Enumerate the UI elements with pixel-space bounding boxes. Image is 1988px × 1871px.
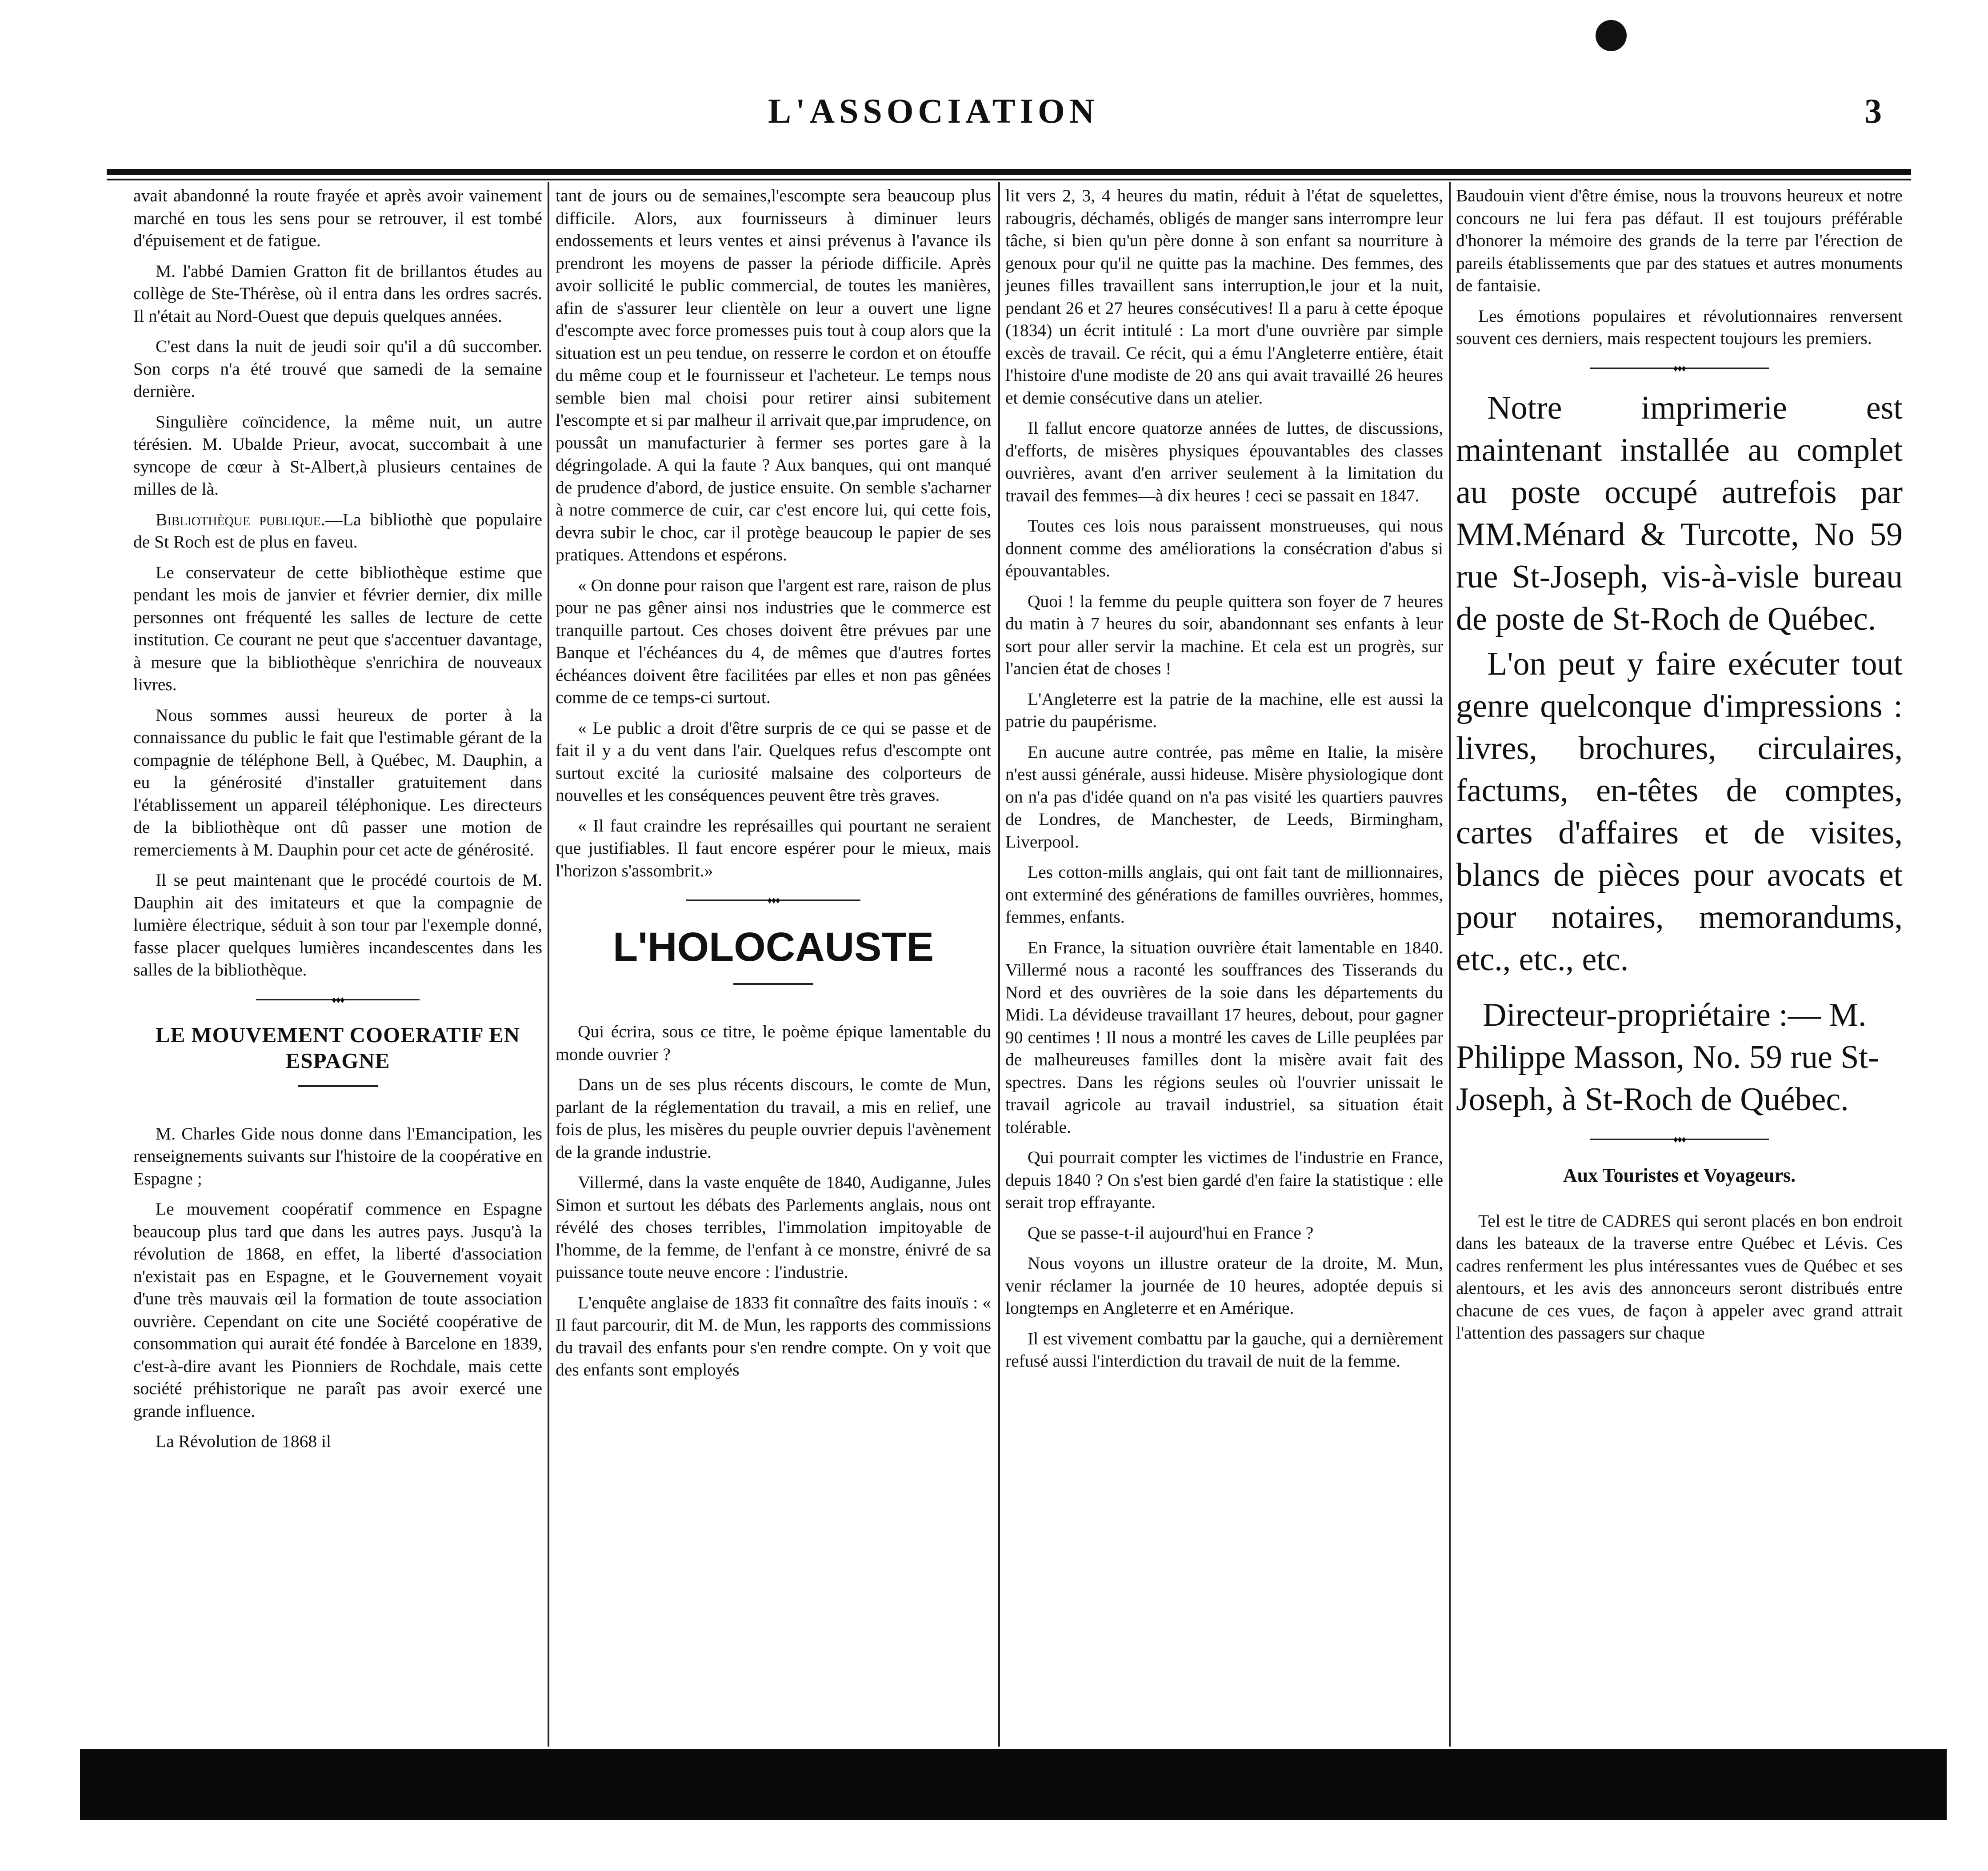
article-paragraph: Villermé, dans la vaste enquête de 1840, Audiganne, Jules Simon et surtout les débats des Parlements anglais, nous ont révélé des choses terribles, l'immolation impitoyable de l'homme, de la femme, de l'enfant à ce monstre, énivré de sa puissance toute neuve encore : l'industrie. — [556, 1172, 991, 1282]
article-paragraph: L'Angleterre est la patrie de la machine, elle est aussi la patrie du paupérisme. — [1005, 689, 1443, 731]
article-paragraph: Singulière coïncidence, la même nuit, un autre térésien. M. Ubalde Prieur, avocat, succombait à une syncope de cœur à St-Albert,à plusieurs centaines de milles de là. — [133, 412, 542, 499]
biblio-text: populaire de St Roch est de plus en faveu. — [133, 509, 542, 552]
article-paragraph: L'enquête anglaise de 1833 fit connaître des faits inouïs : « Il faut parcourir, dit M. de Mun, les rapports des commissions du travail des enfants pour s'en rendre compte. On y voit que des enfants sont employés — [556, 1292, 991, 1379]
biblio-lead: —La bibliothè que — [325, 509, 467, 529]
masthead-rule — [107, 169, 1911, 175]
heading-rule — [298, 1085, 378, 1087]
article-paragraph: Toutes ces lois nous paraissent monstrueuses, qui nous donnent comme des améliorations la consécration d'abus si épouvantables. — [1005, 516, 1443, 580]
article-paragraph: Qui écrira, sous ce titre, le poème épique lamentable du monde ouvrier ? — [556, 1022, 991, 1064]
director-notice: Directeur-propriétaire :— M. Philippe Masson, No. 59 rue St-Joseph, à St-Roch de Québec. — [1456, 996, 1879, 1118]
article-paragraph: Il est vivement combattu par la gauche, qui a dernièrement refusé aussi l'interdiction du travail de nuit de la femme. — [1005, 1328, 1443, 1371]
article-paragraph: « Il faut craindre les représailles qui pourtant ne seraient que justifiables. Il faut encore espérer pour le mieux, mais l'horizon s'assombrit.» — [556, 816, 991, 880]
column-2 — [556, 184, 991, 1740]
heading-touristes: Aux Touristes et Voyageurs. — [1563, 1164, 1796, 1186]
article-paragraph: Qui pourrait compter les victimes de l'industrie en France, depuis 1840 ? On s'est bien gardé d'en faire la statistique : elle serait trop effrayante. — [1005, 1147, 1443, 1212]
article-paragraph: Quoi ! la femme du peuple quittera son foyer de 7 heures du matin à 7 heures du soir, abandonnant ses enfants à leur sort pour aller servir la machine. Et cela est un progrès, sur l'ancien état de choses ! — [1005, 591, 1443, 678]
article-paragraph: Les cotton-mills anglais, qui ont fait tant de millionnaires, ont exterminé des générations de familles ouvrières, hommes, femmes, enfants. — [1005, 862, 1443, 927]
column-3 — [1005, 184, 1443, 1740]
article-paragraph: Tel est le titre de CADRES qui seront placés en bon endroit dans les bateaux de la traverse entre Québec et Lévis. Ces cadres renferment les plus intéressantes vues de Québec et ses alentours, et les avis des annonceurs seront distribués entre chacune de ces vues, de façon à appeler avec grand attrait l'attention des passagers sur chaque — [1456, 1211, 1903, 1343]
column-separator — [548, 182, 549, 1747]
article-paragraph: Il fallut encore quatorze années de luttes, de discussions, d'efforts, de misères physiques épouvantables des classes ouvrières, avant d'en arriver seulement à la limitation du travail des femmes—à dix heures ! ceci se passait en 1847. — [1005, 418, 1443, 505]
masthead-rule-thin — [107, 179, 1911, 180]
article-paragraph: La Révolution de 1868 il — [156, 1431, 331, 1451]
article-paragraph: C'est dans la nuit de jeudi soir qu'il a dû succomber. Son corps n'a été trouvé que samedi de la semaine dernière. — [133, 336, 542, 401]
article-paragraph: « Le public a droit d'être surpris de ce qui se passe et de fait il y a du vent dans l'air. Quelques refus d'escompte ont surtout excité la curiosité malsaine des colporteurs de nouvelles et les conséquences peuvent être très graves. — [556, 718, 991, 805]
article-paragraph: En aucune autre contrée, pas même en Italie, la misère n'est aussi générale, aussi hideuse. Misère physiologique dont on n'a pas d'idée quand on n'a pas visité les quartiers pauvres de Londres, de Manchester, de Leeds, Birmingham, Liverpool. — [1005, 742, 1443, 852]
article-paragraph: avait abandonné la route frayée et après avoir vainement marché en tous les sens pour se retrouver, il est tombé d'épuisement et de fatigue. — [133, 186, 542, 250]
article-paragraph: M. Charles Gide nous donne dans l'Emancipation, les renseignements suivants sur l'histoire de la coopérative en Espagne ; — [133, 1123, 542, 1188]
article-paragraph: Nous voyons un illustre orateur de la droite, M. Mun, venir réclamer la journée de 10 heures, adoptée depuis si longtemps en Angleterre et en Amérique. — [1005, 1253, 1443, 1318]
column-1 — [133, 184, 542, 1740]
article-paragraph: Le mouvement coopératif commence en Espagne beaucoup plus tard que dans les autres pays. Jusqu'à la révolution de 1868, en effet, la liberté d'association n'existait pas en Espagne, et le Gouvernement voyait d'une très mauvais œil la formation de toute association ouvrière. Cependant on cite une Société coopérative de consommation qui aurait été fondée à Barcelone en 1839, c'est-à-dire avant les Pionniers de Rochdale, mais cette société préhistorique ne paraît pas avoir exercé une grande influence. — [133, 1199, 542, 1421]
column-4 — [1456, 184, 1903, 1740]
article-paragraph: Que se passe-t-il aujourd'hui en France ? — [1028, 1223, 1314, 1243]
section-divider — [556, 892, 991, 909]
scan-edge-band — [80, 1749, 1947, 1820]
section-divider — [133, 991, 542, 1009]
article-paragraph: « On donne pour raison que l'argent est rare, raison de plus pour ne pas gêner ainsi nos industries que le commerce est tranquille partout. Ces choses doivent être prévues par une Banque et l'échéances du 4, de mêmes que d'autres fortes échéances doivent être facilitées par elles et non pas gênées comme de ce temps-ci surtout. — [556, 575, 991, 707]
article-paragraph: Il se peut maintenant que le procédé courtois de M. Dauphin ait des imitateurs et que la compagnie de lumière électrique, séduit à son tour par l'exemple donné, fasse placer quelques lumières incandescentes dans les salles de la bibliothèque. — [133, 870, 542, 979]
article-paragraph: tant de jours ou de semaines,l'escompte sera beaucoup plus difficile. Alors, aux fournisseurs à diminuer leurs endossements et leurs ventes et ainsi prévenus à l'avance ils prendront les moyens de passer la période difficile. Après avoir sollicité le public commercial, de toutes les manières, afin de s'assurer leur clientèle on leur a ouvert une ligne d'escompte avec force promesses puis tout à coup alors que la situation est un peu tendue, on resserre le cordon et on étouffe du même coup et le fournisseur et l'acheteur. Le temps nous semble bien mal choisi pour retirer ainsi subitement l'escompte et si par malheur il arrivait que,par imprudence, on poussât un manufacturier à fermer ses portes gare à la dégringolade. A qui la faute ? Aux banques, qui ont manqué de prudence d'abord, de justice ensuite. On semble s'acharner à notre commerce de cuir, car c'est encore lui, qui cette fois, devra subir le choc, car il protège beaucoup le papier de ses pratiques. Attendons et espérons. — [556, 186, 991, 564]
section-divider — [1456, 360, 1903, 377]
heading-holocauste: L'HOLOCAUSTE — [612, 924, 934, 970]
article-paragraph: Baudouin vient d'être émise, nous la trouvons heureux et notre concours ne lui fera pas défaut. Il est toujours préférable d'honorer la mémoire des grands de la terre par l'érection de pareils établissements que par des statues et autres monuments de fantaisie. — [1456, 186, 1903, 295]
article-paragraph: Le conservateur de cette bibliothèque estime que pendant les mois de janvier et février dernier, dix mille personnes ont fréquenté les salles de lecture de cette institution. Ce courant ne peut que s'accentuer davantage, à mesure que la bibliothèque s'enrichira de nouveaux livres. — [133, 562, 542, 694]
heading-cooperatif: LE MOUVEMENT COOERATIF EN ESPAGNE — [155, 1022, 520, 1073]
printing-ad-paragraph: Notre imprimerie est maintenant installée au complet au poste occupé autrefois par MM.Ménard & Turcotte, No 59 rue St-Joseph, vis-à-visle bureau de poste de St-Roch de Québec. — [1456, 389, 1903, 637]
biblio-paragraph — [133, 508, 542, 553]
biblio-label: Bibliothèque publique. — [156, 509, 325, 529]
column-separator — [1449, 182, 1451, 1747]
printing-ad-paragraph: L'on peut y faire exécuter tout genre quelconque d'impressions : livres, brochures, circulaires, factums, en-têtes de comptes, cartes d'affaires et de visites, blancs de pièces pour avocats et pour notaires, memorandums, etc., etc., etc. — [1456, 645, 1903, 978]
section-divider — [1456, 1131, 1903, 1148]
ink-blot — [1596, 20, 1627, 51]
article-paragraph: lit vers 2, 3, 4 heures du matin, réduit à l'état de squelettes, rabougris, déchamés, obligés de manger sans interrompre leur tâche, si bien qu'un père donne à son enfant sa nourriture à genoux pour qu'il ne quitte pas la machine. Des femmes, des jeunes filles travaillent sans interruption,le jour et la nuit, pendant 26 et 27 heures consécutives! Il a paru à cette époque (1834) un écrit intitulé : La mort d'une ouvrière par simple excès de travail. Ce récit, qui a ému l'Angleterre entière, était l'histoire d'une modiste de 20 ans qui avait travaillé 26 heures et demie consécutive dans un atelier. — [1005, 186, 1443, 408]
masthead-title: L'ASSOCIATION — [768, 92, 1099, 130]
article-paragraph: Dans un de ses plus récents discours, le comte de Mun, parlant de la réglementation du travail, a mis en relief, une fois de plus, les misères du peuple ouvrier depuis l'avènement de la grande industrie. — [556, 1075, 991, 1162]
article-paragraph: Nous sommes aussi heureux de porter à la connaissance du public le fait que l'estimable gérant de la compagnie de téléphone Bell, à Québec, M. Dauphin, a eu la générosité d'installer gratuitement dans l'établissement un appareil téléphonique. Les directeurs de la bibliothèque ont dû passer une motion de remerciements à M. Dauphin pour cet acte de générosité. — [133, 705, 542, 860]
article-paragraph: En France, la situation ouvrière était lamentable en 1840. Villermé nous a raconté les souffrances des Tisserands du Nord et des ouvrières de la soie dans les départements du Midi. La dévideuse travaillant 17 heures, debout, pour gagner 90 centimes ! Il nous a montré les caves de Lille peuplées par de malheureuses familles dont la misère avait fait des spectres. Dans les régions seules où l'ouvrier unissait le travail agricole au travail industriel, sa situation était tolérable. — [1005, 937, 1443, 1137]
article-paragraph: Les émotions populaires et révolutionnaires renversent souvent ces derniers, mais respectent toujours les premiers. — [1456, 306, 1903, 348]
page-number: 3 — [1864, 92, 1882, 130]
heading-rule — [733, 983, 813, 985]
column-separator — [998, 182, 1000, 1747]
article-paragraph: M. l'abbé Damien Gratton fit de brillantos études au collège de Ste-Thérèse, où il entra dans les ordres sacrés. Il n'était au Nord-Ouest que depuis quelques années. — [133, 261, 542, 326]
